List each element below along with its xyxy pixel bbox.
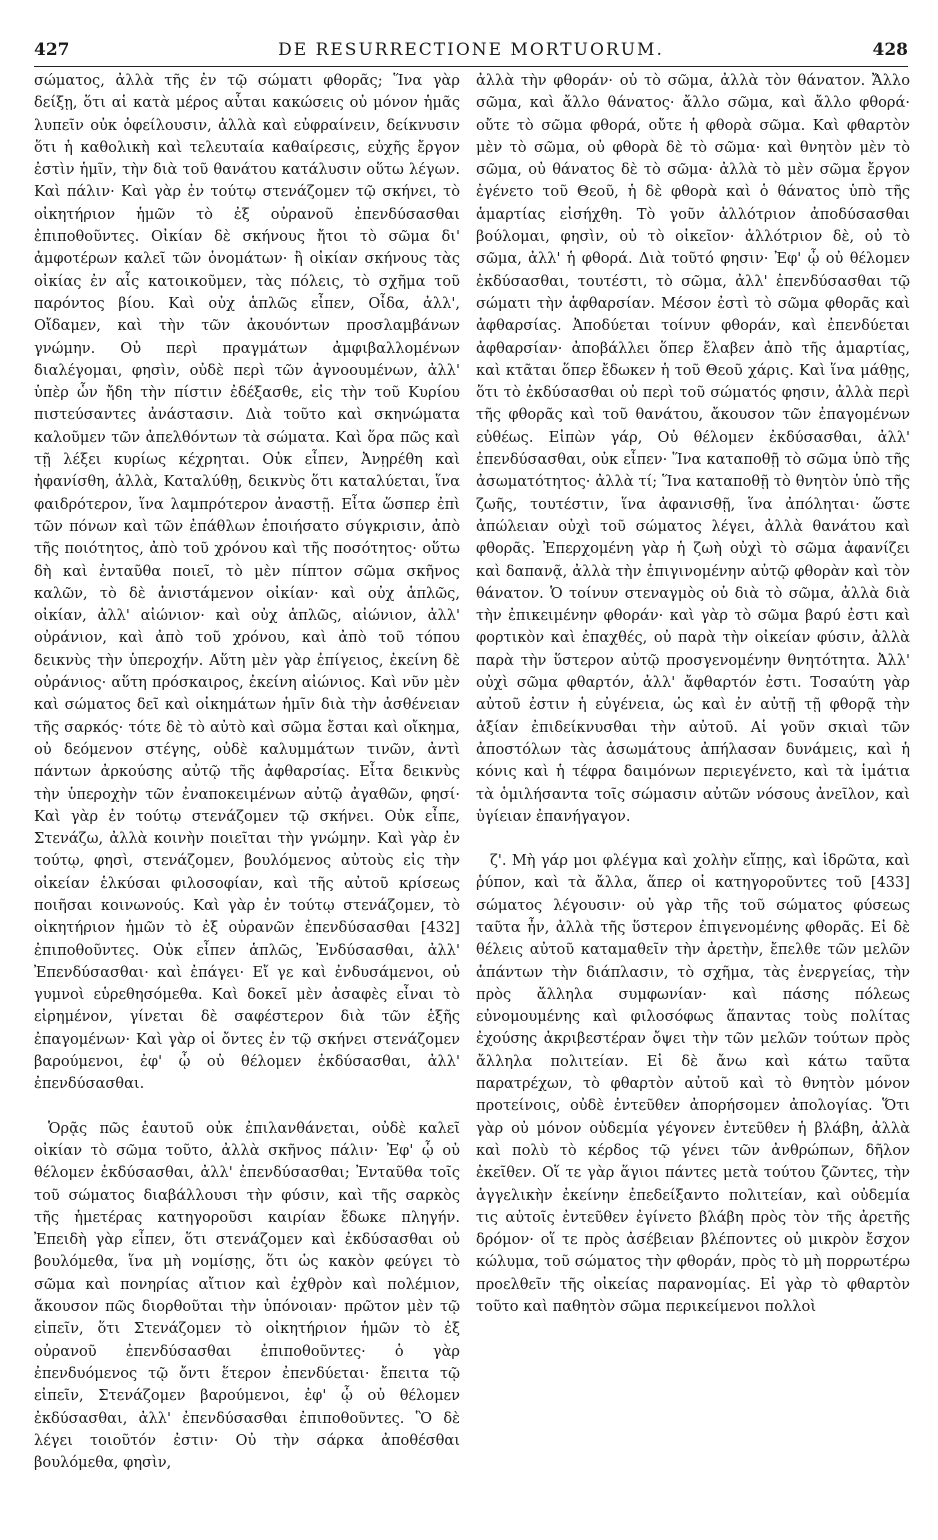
left-paragraph-1: σώματος, ἀλλὰ τῆς ἐν τῷ σώματι φθορᾶς; Ἵνα γὰρ δείξῃ, ὅτι αἱ κατὰ μέρος αὗται κακώσεις οὐ μόνον ἡμᾶς λυπεῖν οὐκ ὀφείλουσιν, ἀλλὰ καὶ εὐφραίνειν, δείκνυσιν ὅτι ἡ καθολικὴ καὶ τελευταία καθαίρεσις, εὐχῆς ἔργον ἐστὶν ἡμῖν, τὴν διὰ τοῦ θανάτου κατάλυσιν οὕτω λέγων. Καὶ πάλιν· Καὶ γὰρ ἐν τούτῳ στενάζομεν τῷ σκήνει, τὸ οἰκητήριον ἡμῶν τὸ ἐξ οὐρανοῦ ἐπενδύσασθαι ἐπιποθοῦντες. Οἰκίαν δὲ σκήνους ἤτοι τὸ σῶμα δι' ἀμφοτέρων καλεῖ τῶν ὀνομάτων· ἢ οἰκίαν σκήνους τὰς οἰκίας ἐν αἷς κατοικοῦμεν, τὰς πόλεις, τὸ σχῆμα τοῦ παρόντος βίου. Καὶ οὐχ ἁπλῶς εἶπεν, Οἶδα, ἀλλ', Οἴδαμεν, καὶ τὴν τῶν ἀκουόντων προσλαμβάνων γνώμην. Οὐ περὶ πραγμάτων ἀμφιβαλλομένων διαλέγομαι, φησὶν, οὐδὲ περὶ τῶν ἀγνοουμένων, ἀλλ' ὑπὲρ ὧν ἤδη τὴν πίστιν ἐδέξασθε, εἰς τὴν τοῦ Κυρίου πιστεύσαντες ἀνάστασιν. Διὰ τοῦτο καὶ σκηνώματα καλοῦμεν τῶν ἀπελθόντων τὰ σώματα. Καὶ ὅρα πῶς καὶ τῇ λέξει κυρίως κέχρηται. Οὐκ εἶπεν, Ἀνῃρέθη καὶ ἠφανίσθη, ἀλλὰ, Καταλύθῃ, δεικνὺς ὅτι καταλύεται, ἵνα φαιδρότερον, ἵνα λαμπρότερον ἀναστῇ. Εἶτα ὥσπερ ἐπὶ τῶν πόνων καὶ τῶν ἐπάθλων ἐποιήσατο σύγκρισιν, ἀπὸ τῆς ποιότητος, ἀπὸ τοῦ χρόνου καὶ τῆς ποσότητος· οὕτω δὴ καὶ ἐνταῦθα ποιεῖ, τὸ μὲν πίπτον σῶμα σκῆνος καλῶν, τὸ δὲ ἀνιστάμενον οἰκίαν· καὶ οὐχ ἁπλῶς, οἰκίαν, ἀλλ' αἰώνιον· καὶ οὐχ ἁπλῶς, αἰώνιον, ἀλλ' οὐράνιον, καὶ ἀπὸ τοῦ χρόνου, καὶ ἀπὸ τοῦ τόπου δεικνὺς τὴν ὑπεροχήν. Αὕτη μὲν γὰρ ἐπίγειος, ἐκείνη δὲ οὐράνιος· αὕτη πρόσκαιρος, ἐκείνη αἰώνιος. Καὶ νῦν μὲν καὶ σώματος δεῖ καὶ οἰκημάτων ἡμῖν διὰ τὴν ἀσθένειαν τῆς σαρκός· τότε δὲ τὸ αὐτὸ καὶ σῶμα ἔσται καὶ οἴκημα, οὐ δεόμενον στέγης, οὐδὲ καλυμμάτων τινῶν, ἀντὶ πάντων ἀρκούσης αὐτῷ τῆς ἀφθαρσίας. Εἶτα δεικνὺς τὴν ὑπεροχὴν τῶν ἐναποκειμένων αὐτῷ ἀγαθῶν, φησί· Καὶ γὰρ ἐν τούτῳ στενάζομεν τῷ σκήνει. Οὐκ εἶπε, Στενάζω, ἀλλὰ κοινὴν ποιεῖται τὴν γνώμην. Καὶ γὰρ ἐν τούτῳ, φησὶ, στενάζομεν, βουλόμενος αὐτοὺς εἰς τὴν οἰκείαν ἑλκύσαι φιλοσοφίαν, καὶ τῆς αὐτοῦ κρίσεως ποιῆσαι κοινωνούς. Καὶ γὰρ ἐν τούτῳ στενάζομεν, τὸ οἰκητήριον ἡμῶν τὸ ἐξ οὐρανῶν ἐπενδύσασθαι [432] ἐπιποθοῦντες. Οὐκ εἶπεν ἁπλῶς, Ἐνδύσασθαι, ἀλλ' Ἐπενδύσασθαι· καὶ ἐπάγει· Εἴ γε καὶ ἐνδυσάμενοι, οὐ γυμνοὶ εὑρεθησόμεθα. Καὶ δοκεῖ μὲν ἀσαφὲς εἶναι τὸ εἰρημένον, γίνεται δὲ σαφέστερον διὰ τῶν ἑξῆς ἐπαγομένων· Καὶ γὰρ οἱ ὄντες ἐν τῷ σκήνει στενάζομεν βαρούμενοι, ἐφ' ᾧ οὐ θέλομεν ἐκδύσασθαι, ἀλλ' ἐπενδύσασθαι. [34, 72, 460, 1093]
page-number-left: 427 [34, 40, 70, 60]
right-column [476, 70, 910, 1318]
right-paragraph-2: ζ'. Μὴ γάρ μοι φλέγμα καὶ χολὴν εἴπῃς, καὶ ἱδρῶτα, καὶ ῥύπον, καὶ τὰ ἄλλα, ἅπερ οἱ κατηγοροῦντες τοῦ [433] σώματος λέγουσιν· οὐ γὰρ τῆς τοῦ σώματος φύσεως ταῦτα ἦν, ἀλλὰ τῆς ὕστερον ἐπιγενομένης φθορᾶς. Εἰ δὲ θέλεις αὐτοῦ καταμαθεῖν τὴν ἀρετὴν, ἔπελθε τῶν μελῶν ἁπάντων τὴν διάπλασιν, τὸ σχῆμα, τὰς ἐνεργείας, τὴν πρὸς ἄλληλα συμφωνίαν· καὶ πάσης πόλεως εὐνομουμένης καὶ φιλοσόφως ἅπαντας τοὺς πολίτας ἐχούσης ἀκριβεστέραν ὄψει τὴν τῶν μελῶν τούτων πρὸς ἄλληλα πολιτείαν. Εἰ δὲ ἄνω καὶ κάτω ταῦτα παρατρέχων, τὸ φθαρτὸν αὐτοῦ καὶ τὸ θνητὸν μόνον προτείνοις, οὐδὲ ἐντεῦθεν ἀπορήσομεν ἀπολογίας. Ὅτι γὰρ οὐ μόνον οὐδεμία γέγονεν ἐντεῦθεν ἡ βλάβη, ἀλλὰ καὶ πολὺ τὸ κέρδος τῷ γένει τῶν ἀνθρώπων, δῆλον ἐκεῖθεν. Οἵ τε γὰρ ἅγιοι πάντες μετὰ τούτου ζῶντες, τὴν ἀγγελικὴν ἐκείνην ἐπεδείξαντο πολιτείαν, καὶ οὐδεμία τις αὐτοῖς ἐντεῦθεν ἐγίνετο βλάβη πρὸς τὸν τῆς ἀρετῆς δρόμον· οἵ τε πρὸς ἀσέβειαν βλέποντες οὐ μικρὸν ἔσχον κώλυμα, τοῦ σώματος τὴν φθοράν, πρὸς τὸ μὴ πορρωτέρω προελθεῖν τῆς οἰκείας παρανομίας. Εἰ γὰρ τὸ φθαρτὸν τοῦτο καὶ παθητὸν σῶμα περικείμενοι πολλοὶ [476, 852, 910, 1316]
running-header [34, 38, 908, 67]
left-paragraph-2: Ὁρᾷς πῶς ἑαυτοῦ οὐκ ἐπιλανθάνεται, οὐδὲ καλεῖ οἰκίαν τὸ σῶμα τοῦτο, ἀλλὰ σκῆνος πάλιν· Ἐφ' ᾧ οὐ θέλομεν ἐκδύσασθαι, ἀλλ' ἐπενδύσασθαι; Ἐνταῦθα τοῖς τοῦ σώματος διαβάλλουσι τὴν φύσιν, καὶ τῆς σαρκὸς τῆς ἡμετέρας κατηγοροῦσι καιρίαν ἔδωκε πληγήν. Ἐπειδὴ γὰρ εἶπεν, ὅτι στενάζομεν καὶ ἐκδύσασθαι οὐ βουλόμεθα, ἵνα μὴ νομίσῃς, ὅτι ὡς κακὸν φεύγει τὸ σῶμα καὶ πονηρίας αἴτιον καὶ ἐχθρὸν καὶ πολέμιον, ἄκουσον πῶς διορθοῦται τὴν ὑπόνοιαν· πρῶτον μὲν τῷ εἰπεῖν, ὅτι Στενάζομεν τὸ οἰκητήριον ἡμῶν τὸ ἐξ οὐρανοῦ ἐπενδύσασθαι ἐπιποθοῦντες· ὁ γὰρ ἐπενδυόμενος τῷ ὄντι ἕτερον ἐπενδύεται· ἔπειτα τῷ εἰπεῖν, Στενάζομεν βαρούμενοι, ἐφ' ᾧ οὐ θέλομεν ἐκδύσασθαι, ἀλλ' ἐπενδύσασθαι ἐπιποθοῦντες. Ὃ δὲ λέγει τοιοῦτόν ἐστιν· Οὐ τὴν σάρκα ἀποθέσθαι βουλόμεθα, φησὶν, [34, 1119, 460, 1472]
left-column [34, 70, 460, 1474]
running-title: DE RESURRECTIONE MORTUORUM. [278, 40, 664, 60]
page-number-right: 428 [872, 40, 908, 60]
right-paragraph-1: ἀλλὰ τὴν φθοράν· οὐ τὸ σῶμα, ἀλλὰ τὸν θάνατον. Ἄλλο σῶμα, καὶ ἄλλο θάνατος· ἄλλο σῶμα, καὶ ἄλλο φθορά· οὔτε τὸ σῶμα φθορά, οὔτε ἡ φθορὰ σῶμα. Καὶ φθαρτὸν μὲν τὸ σῶμα, οὐ φθορὰ δὲ τὸ σῶμα· καὶ θνητὸν μὲν τὸ σῶμα, οὐ θάνατος δὲ τὸ σῶμα· ἀλλὰ τὸ μὲν σῶμα ἔργον ἐγένετο τοῦ Θεοῦ, ἡ δὲ φθορὰ καὶ ὁ θάνατος ὑπὸ τῆς ἁμαρτίας εἰσήχθη. Τὸ γοῦν ἀλλότριον ἀποδύσασθαι βούλομαι, φησὶν, οὐ τὸ οἰκεῖον· ἀλλότριον δὲ, οὐ τὸ σῶμα, ἀλλ' ἡ φθορά. Διὰ τοῦτό φησιν· Ἐφ' ᾧ οὐ θέλομεν ἐκδύσασθαι, τουτέστι, τὸ σῶμα, ἀλλ' ἐπενδύσασθαι τῷ σώματι τὴν ἀφθαρσίαν. Μέσον ἐστὶ τὸ σῶμα φθορᾶς καὶ ἀφθαρσίας. Ἀποδύεται τοίνυν φθοράν, καὶ ἐπενδύεται ἀφθαρσίαν· ἀποβάλλει ὅπερ ἔλαβεν ἀπὸ τῆς ἁμαρτίας, καὶ κτᾶται ὅπερ ἔδωκεν ἡ τοῦ Θεοῦ χάρις. Καὶ ἵνα μάθῃς, ὅτι τὸ ἐκδύσασθαι οὐ περὶ τοῦ σώματός φησιν, ἀλλὰ περὶ τῆς φθορᾶς καὶ τοῦ θανάτου, ἄκουσον τῶν ἐπαγομένων εὐθέως. Εἰπὼν γάρ, Οὐ θέλομεν ἐκδύσασθαι, ἀλλ' ἐπενδύσασθαι, οὐκ εἶπεν· Ἵνα καταποθῇ τὸ σῶμα ὑπὸ τῆς ἀσωματότητος· ἀλλὰ τί; Ἵνα καταποθῇ τὸ θνητὸν ὑπὸ τῆς ζωῆς, τουτέστιν, ἵνα ἀφανισθῇ, ἵνα ἀπόληται· ὥστε ἀπώλειαν οὐχὶ τοῦ σώματος λέγει, ἀλλὰ θανάτου καὶ φθορᾶς. Ἐπερχομένη γὰρ ἡ ζωὴ οὐχὶ τὸ σῶμα ἀφανίζει καὶ δαπανᾷ, ἀλλὰ τὴν ἐπιγινομένην αὐτῷ φθορὰν καὶ τὸν θάνατον. Ὁ τοίνυν στεναγμὸς οὐ διὰ τὸ σῶμα, ἀλλὰ διὰ τὴν ἐπικειμένην φθοράν· καὶ γὰρ τὸ σῶμα βαρύ ἐστι καὶ φορτικὸν καὶ ἐπαχθές, οὐ παρὰ τὴν οἰκείαν φύσιν, ἀλλὰ παρὰ τὴν ὕστερον αὐτῷ προσγενομένην θνητότητα. Ἀλλ' οὐχὶ σῶμα φθαρτόν, ἀλλ' ἄφθαρτόν ἐστι. Τοσαύτη γὰρ αὐτοῦ ἐστιν ἡ εὐγένεια, ὡς καὶ ἐν αὐτῇ τῇ φθορᾷ τὴν ἀξίαν ἐπιδείκνυσθαι τὴν αὐτοῦ. Αἱ γοῦν σκιαὶ τῶν ἀποστόλων τὰς ἀσωμάτους ἀπήλασαν δυνάμεις, καὶ ἡ κόνις καὶ ἡ τέφρα δαιμόνων περιεγένετο, καὶ τὰ ἱμάτια τὰ ὁμιλήσαντα τοῖς σώμασιν αὐτῶν νόσους ἀνεῖλον, καὶ ὑγίειαν ἐπανήγαγον. [476, 72, 910, 825]
